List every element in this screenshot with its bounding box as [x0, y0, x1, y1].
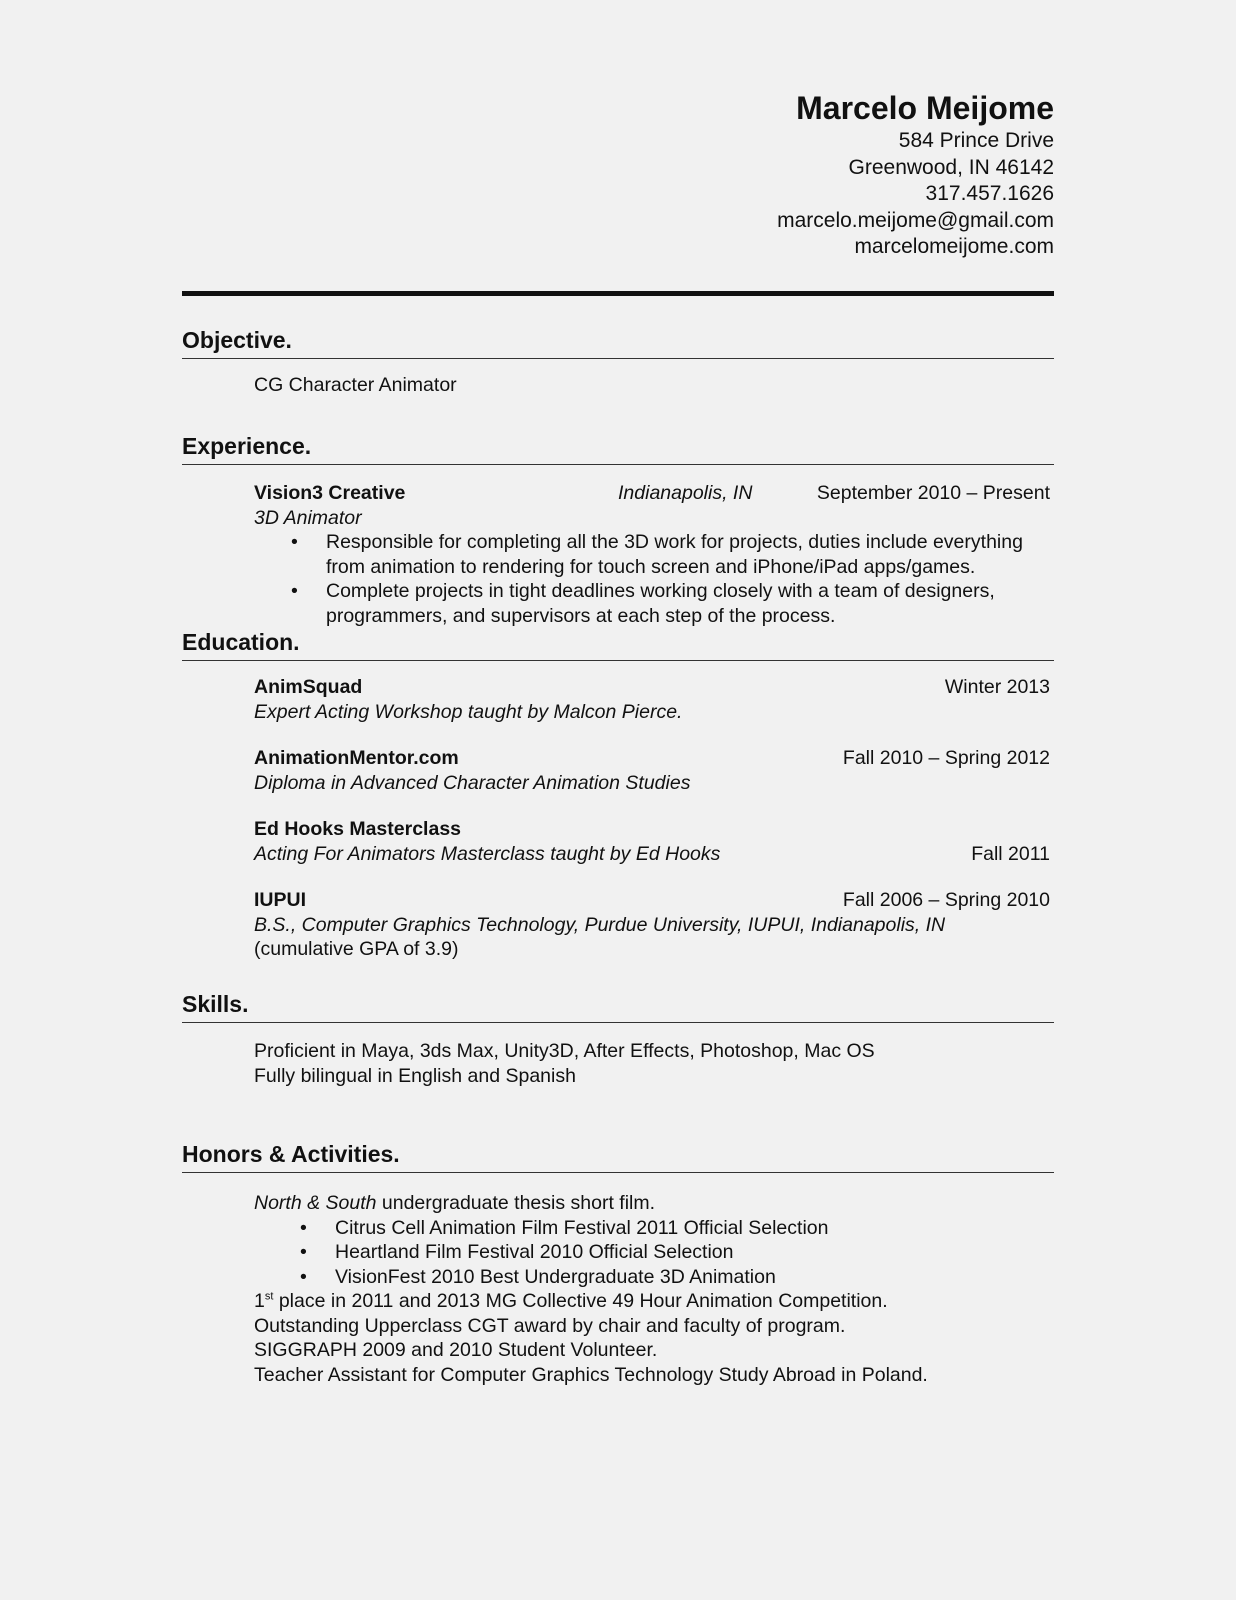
list-item: • Responsible for completing all the 3D work for projects, duties include everything from animation to rendering for touch screen and iPhone/iPad apps/games.	[254, 530, 1054, 579]
skill-line: Proficient in Maya, 3ds Max, Unity3D, After Effects, Photoshop, Mac OS	[254, 1040, 875, 1062]
education-item	[254, 888, 1054, 962]
experience-dates: September 2010 – Present	[816, 482, 1050, 504]
skills-heading: Skills.	[182, 990, 1054, 1023]
education-description: B.S., Computer Graphics Technology, Purdue University, IUPUI, Indianapolis, IN	[254, 913, 946, 936]
education-dates: Fall 2010 – Spring 2012	[842, 747, 1050, 769]
list-item: • Citrus Cell Animation Film Festival 2011 Official Selection	[254, 1216, 1054, 1241]
experience-bullets	[254, 530, 1054, 628]
address-line-2: Greenwood, IN 46142	[848, 155, 1054, 179]
education-description: Expert Acting Workshop taught by Malcon Pierce.	[254, 700, 683, 723]
objective-heading: Objective.	[182, 326, 1054, 359]
honor-line: Teacher Assistant for Computer Graphics Technology Study Abroad in Poland.	[254, 1363, 928, 1386]
list-item: • Complete projects in tight deadlines working closely with a team of designers, programmers, and supervisors at each step of the process.	[254, 579, 1054, 628]
place-description: place in 2011 and 2013 MG Collective 49 Hour Animation Competition.	[273, 1290, 888, 1312]
honor-line: SIGGRAPH 2009 and 2010 Student Volunteer.	[254, 1339, 658, 1361]
school-name: AnimationMentor.com	[254, 747, 459, 769]
skill-line: Fully bilingual in English and Spanish	[254, 1064, 576, 1087]
place-number: 1	[254, 1290, 265, 1312]
experience-section	[182, 432, 1054, 628]
list-item: • Heartland Film Festival 2010 Official Selection	[254, 1240, 1054, 1265]
list-item: • VisionFest 2010 Best Undergraduate 3D Animation	[254, 1265, 1054, 1290]
phone-number: 317.457.1626	[925, 182, 1054, 205]
honors-heading: Honors & Activities.	[182, 1140, 1054, 1173]
job-title: 3D Animator	[254, 506, 362, 529]
objective-text: CG Character Animator	[254, 374, 457, 396]
education-dates: Fall 2011	[971, 842, 1050, 865]
skills-section	[182, 990, 1054, 1088]
gpa-note: (cumulative GPA of 3.9)	[254, 938, 459, 960]
place-suffix: st	[264, 1290, 274, 1303]
education-section	[182, 628, 1054, 962]
education-heading: Education.	[182, 628, 1054, 661]
contact-header	[777, 88, 1054, 261]
company-location: Indianapolis, IN	[618, 482, 753, 504]
education-description: Diploma in Advanced Character Animation Studies	[254, 771, 691, 794]
thesis-film-line	[254, 1191, 1054, 1216]
film-description: undergraduate thesis short film.	[376, 1192, 656, 1214]
school-name: Ed Hooks Masterclass	[254, 818, 462, 840]
company-name: Vision3 Creative	[254, 482, 406, 504]
address-line-1: 584 Prince Drive	[898, 129, 1054, 152]
education-dates: Winter 2013	[944, 676, 1050, 698]
honors-bullets	[254, 1216, 1054, 1290]
experience-heading: Experience.	[182, 432, 1054, 465]
film-title: North & South	[254, 1192, 377, 1214]
school-name: IUPUI	[254, 889, 307, 911]
education-item	[254, 817, 1054, 866]
objective-section	[182, 326, 1054, 398]
education-item	[254, 746, 1054, 795]
candidate-name: Marcelo Meijome	[796, 90, 1054, 126]
education-item	[254, 675, 1054, 724]
education-dates: Fall 2006 – Spring 2010	[842, 889, 1050, 911]
email-address: marcelo.meijome@gmail.com	[777, 208, 1054, 232]
education-description: Acting For Animators Masterclass taught by Ed Hooks	[254, 842, 721, 865]
competition-line	[254, 1289, 1054, 1314]
school-name: AnimSquad	[254, 676, 363, 698]
header-divider	[182, 291, 1054, 296]
honor-line: Outstanding Upperclass CGT award by chair and faculty of program.	[254, 1314, 846, 1337]
honors-section	[182, 1140, 1054, 1387]
website: marcelomeijome.com	[854, 235, 1054, 258]
